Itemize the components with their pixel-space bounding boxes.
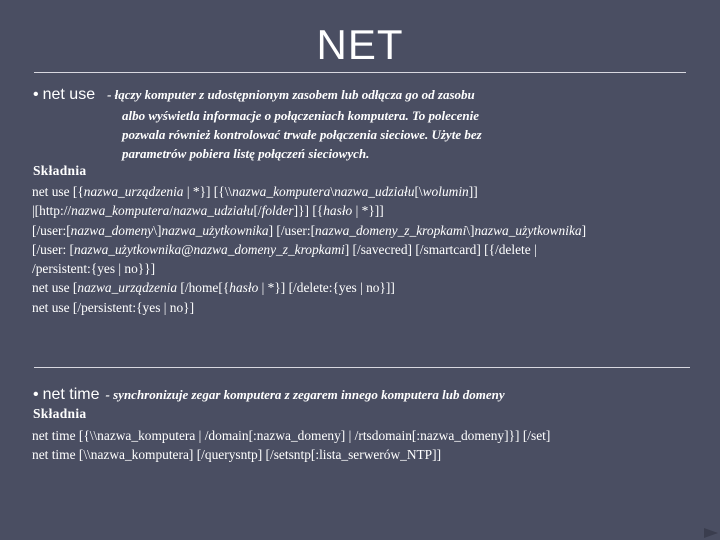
syntax-text: net time [\\nazwa_komputera] [/querysntp] [/setsntp[:lista_serwerów_NTP]] — [32, 447, 442, 463]
syntax-text: net use [ — [32, 280, 78, 296]
syntax-parameter: hasło — [323, 203, 353, 219]
syntax-line — [32, 221, 586, 240]
description-line: pozwala również kontrolować trwałe połączenia sieciowe. Użyte bez — [122, 127, 482, 142]
description-line: albo wyświetla informacje o połączeniach komputera. To polecenie — [122, 108, 479, 123]
syntax-line — [32, 201, 586, 220]
syntax-parameter: nazwa_użytkownika — [161, 222, 269, 238]
syntax-text: |[http:// — [32, 203, 72, 219]
syntax-text: [/ — [253, 203, 262, 219]
syntax-parameter: nazwa_użytkownika@nazwa_domeny_z_kropkami — [74, 241, 345, 257]
slide-title: NET — [316, 21, 404, 68]
syntax-parameter: folder — [261, 203, 294, 219]
syntax-text: ] [/savecred] [/smartcard] [{/delete | — [344, 241, 537, 257]
net-use-syntax — [32, 182, 586, 317]
net-time-syntax-heading: Składnia — [33, 406, 87, 421]
syntax-text: \ — [330, 184, 335, 199]
syntax-line — [32, 445, 550, 464]
syntax-line — [32, 240, 586, 259]
description-line: parametrów pobiera listę połączeń sieciowych. — [122, 146, 370, 161]
syntax-line — [32, 259, 586, 278]
syntax-parameter: nazwa_użytkownika — [474, 222, 582, 238]
syntax-text: ] [/user:[ — [268, 222, 316, 238]
title-divider — [34, 72, 686, 73]
syntax-parameter: hasło — [229, 280, 259, 296]
net-time-bullet-row — [33, 386, 505, 404]
syntax-parameter: nazwa_domeny — [70, 222, 154, 238]
section-divider — [34, 367, 690, 368]
syntax-parameter: nazwa_komputera — [232, 184, 331, 199]
syntax-parameter: nazwa_urządzenia — [77, 280, 178, 296]
net-use-description-first: - łączy komputer z udostępnionym zasobem lub odłącza go od zasobu — [107, 87, 475, 102]
net-use-description — [122, 106, 602, 163]
syntax-parameter: wolumin — [422, 184, 469, 199]
syntax-parameter: nazwa_udziału — [334, 184, 415, 199]
syntax-text: | *}] [{\\ — [183, 184, 233, 199]
bullet-marker: • — [33, 86, 39, 103]
syntax-parameter: nazwa_udziału — [173, 203, 254, 219]
syntax-line — [32, 426, 550, 445]
bullet-marker: • — [33, 386, 39, 403]
syntax-text: / — [169, 203, 174, 219]
syntax-text: net use [{ — [32, 184, 84, 199]
syntax-parameter: nazwa_komputera — [71, 203, 170, 219]
syntax-text: ]] — [468, 184, 478, 199]
syntax-text: \] — [466, 222, 475, 238]
syntax-text: net use [/persistent:{yes | no}] — [32, 299, 195, 315]
syntax-text: \] — [153, 222, 162, 238]
syntax-text: [/user: [ — [32, 241, 75, 257]
syntax-text: ] — [581, 222, 587, 238]
syntax-text: | *}]] — [352, 203, 384, 219]
next-slide-arrow-icon — [702, 526, 720, 540]
syntax-text: ]}] [{ — [293, 203, 324, 219]
syntax-text: [\ — [414, 184, 423, 199]
syntax-text: [/home[{ — [177, 280, 230, 296]
syntax-line — [32, 278, 586, 297]
syntax-line — [32, 298, 586, 317]
net-use-syntax-heading: Składnia — [33, 163, 87, 178]
net-time-description: - synchronizuje zegar komputera z zegarem innego komputera lub domeny — [105, 387, 505, 402]
syntax-text: [/user:[ — [32, 222, 71, 238]
syntax-line — [32, 182, 586, 201]
syntax-text: | *}] [/delete:{yes | no}]] — [258, 280, 395, 296]
syntax-text: net time [{\\nazwa_komputera | /domain[:nazwa_domeny] | /rtsdomain[:nazwa_domeny]}] [/set] — [32, 428, 551, 443]
syntax-parameter: nazwa_urządzenia — [83, 184, 184, 199]
syntax-parameter: nazwa_domeny_z_kropkami — [315, 222, 467, 238]
net-time-syntax — [32, 426, 550, 465]
net-use-command: net use — [42, 86, 96, 103]
net-use-bullet-row — [33, 86, 475, 104]
syntax-text: /persistent:{yes | no}}] — [32, 261, 156, 277]
net-time-command: net time — [42, 386, 100, 403]
